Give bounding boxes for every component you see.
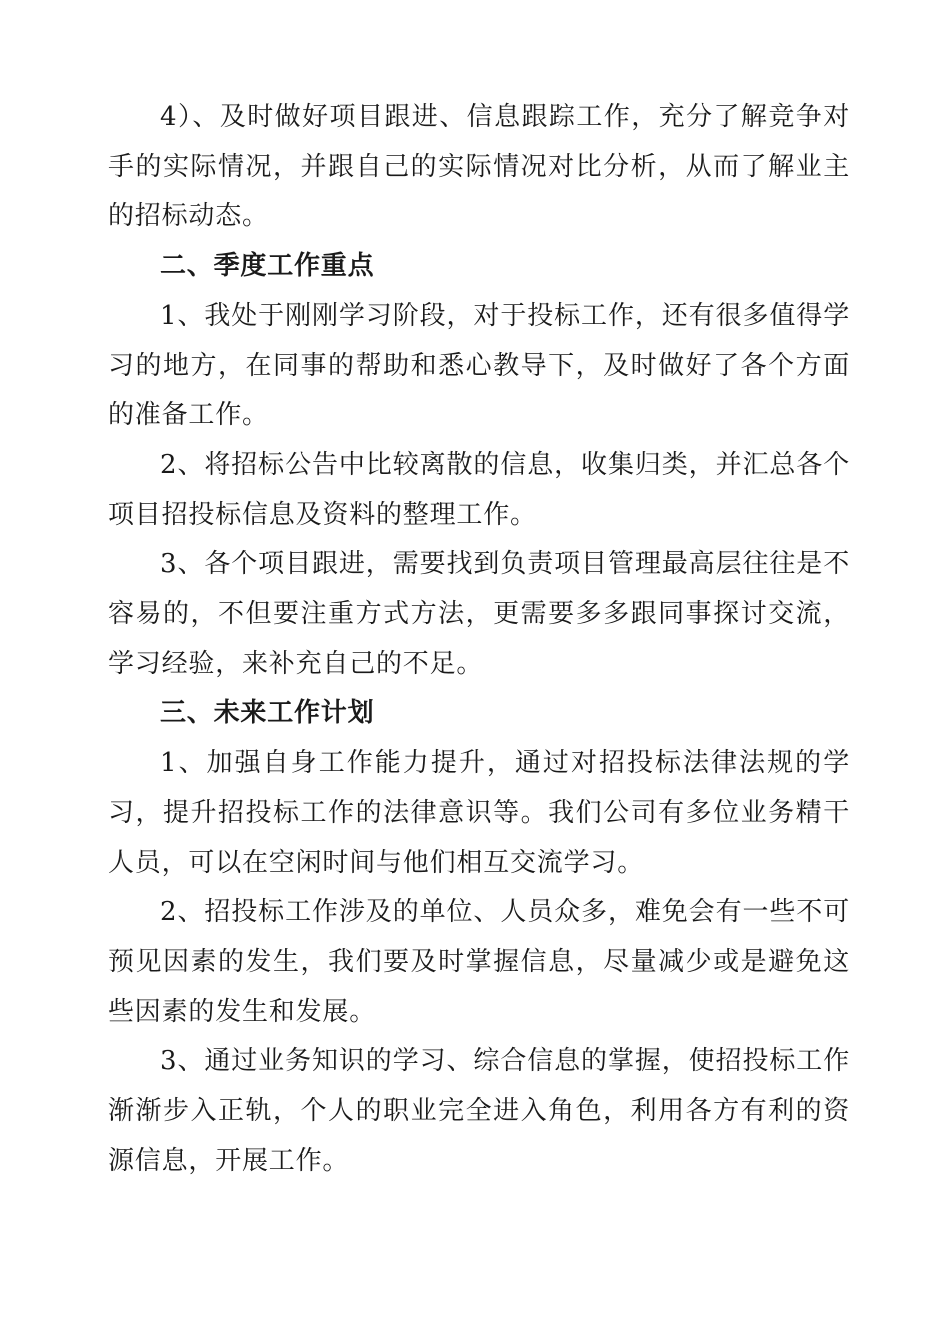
section-heading-future-plan: 三、未来工作计划 xyxy=(160,698,375,729)
paragraph-focus-3: 3、各个项目跟进，需要找到负责项目管理最高层往往是不容易的，不但要注重方式方法，更需要多多跟同事探讨交流，学习经验，来补充自己的不足。 xyxy=(108,549,850,679)
paragraph-item-4-followup: 4）、及时做好项目跟进、信息跟踪工作，充分了解竞争对手的实际情况，并跟自己的实际情况对比分析，从而了解业主的招标动态。 xyxy=(108,102,850,232)
paragraph-plan-1: 1、加强自身工作能力提升，通过对招投标法律法规的学习，提升招投标工作的法律意识等。我们公司有多位业务精干人员，可以在空闲时间与他们相互交流学习。 xyxy=(108,748,850,878)
paragraph-focus-2: 2、将招标公告中比较离散的信息，收集归类，并汇总各个项目招投标信息及资料的整理工作。 xyxy=(108,449,850,530)
paragraph-focus-1: 1、我处于刚刚学习阶段，对于投标工作，还有很多值得学习的地方，在同事的帮助和悉心教导下，及时做好了各个方面的准备工作。 xyxy=(108,300,850,431)
paragraph-plan-2: 2、招投标工作涉及的单位、人员众多，难免会有一些不可预见因素的发生，我们要及时掌握信息，尽量减少或是避免这些因素的发生和发展。 xyxy=(108,897,850,1027)
paragraph-plan-3: 3、通过业务知识的学习、综合信息的掌握，使招投标工作渐渐步入正轨，个人的职业完全进入角色，利用各方有利的资源信息，开展工作。 xyxy=(108,1046,850,1176)
section-heading-quarterly-focus: 二、季度工作重点 xyxy=(160,251,375,282)
document-page xyxy=(108,93,850,1186)
